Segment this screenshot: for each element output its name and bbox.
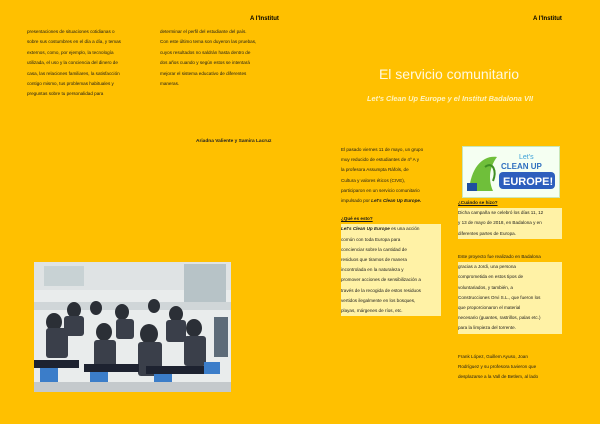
text-line: utilizada, el uso y la conciencia del dinero de <box>27 60 118 66</box>
text-line: y 13 de mayo de 2018, en Badalona y en <box>458 218 562 228</box>
text-line: incontrolada en la naturaleza y <box>341 265 441 275</box>
text-line: comprometida en estos tipos de <box>458 272 562 282</box>
article-title: El servicio comunitario <box>378 66 520 82</box>
text-line: Este proyecto fue realizado en Badalona <box>458 254 541 259</box>
text-line: común con toda Europa para <box>341 235 441 245</box>
text-line: mejorar el sistema educativo de diferentes <box>160 70 247 76</box>
page-header: A l'Institut <box>533 16 562 22</box>
text-line: desplazarse a la Vall de Betlem, al lado <box>458 374 539 380</box>
text-line: través de la recogida de estos residuos <box>341 286 441 296</box>
text-line: concienciar sobre la cantidad de <box>341 245 441 255</box>
column-1 <box>341 145 441 316</box>
text-line: cuyos resultados no saldrán hasta dentro de <box>160 49 251 55</box>
logo-lets: Let's <box>519 154 534 161</box>
text-line: residuos que tiramos de manera <box>341 255 441 265</box>
text-line: Con este último tema son duyeron las pruebas, <box>160 39 257 45</box>
text-line: la profesora Assumpta Ràfols, de <box>341 167 409 173</box>
text-line: diferentes partes de Europa. <box>458 229 562 239</box>
text-line: sobre sus costumbres en el día a día, y temas <box>27 39 121 45</box>
text-line: dos años cuando y según estos se intentará <box>160 60 250 66</box>
article-subtitle: Let's Clean Up Europe y el Institut Badalona VII <box>366 94 534 103</box>
text-line: voluntariados, y también, a <box>458 283 562 293</box>
text-line: promover acciones de sensibilización a <box>341 275 441 285</box>
text-line <box>341 196 441 206</box>
text-line: playas, márgenes de ríos, etc. <box>341 306 441 316</box>
text-line <box>341 224 441 234</box>
right-page <box>300 0 600 424</box>
text-line: vertidos ilegalmente en los bosques, <box>341 296 441 306</box>
text-line: preguntas sobre tu personalidad para <box>27 91 104 97</box>
campaign-name: Let's Clean Up Europe. <box>371 198 422 204</box>
paragraph-right <box>160 27 274 89</box>
text-line: El pasado viernes 11 de mayo, un grupo <box>341 147 424 152</box>
campaign-name: Let's Clean Up Europe <box>341 226 390 232</box>
text-fragment: impulsado por <box>341 198 372 204</box>
page-header: A l'Institut <box>250 16 279 22</box>
column-2-people <box>458 352 562 383</box>
text-line: determinar el perfil del estudiante del país. <box>160 29 247 34</box>
text-line: Frank López, Guillem Ayuso, Joan <box>458 354 528 359</box>
text-line: contigo mismo, tus problemas habituales y <box>27 81 114 87</box>
article-author: Ariadna Valiente y Samira Lacruz <box>196 139 272 144</box>
logo-europe: EUROPE! <box>503 176 554 188</box>
classroom-photo <box>34 262 231 392</box>
text-line: participaron en un servicio comunitario <box>341 187 420 193</box>
text-line: que proporcionaron el material <box>458 303 562 313</box>
text-line: Construcciones Orvi S.L., que fueron los <box>458 293 562 303</box>
text-line: gracias a Jordi, una persona <box>458 262 562 272</box>
text-line: muy reducido de estudiantes de 4º A y <box>341 157 420 163</box>
text-line: casa, las relaciones familiares, la satisfacción <box>27 70 120 76</box>
text-line: externos, como, por ejemplo, la tecnología <box>27 49 114 55</box>
text-fragment: es una acción <box>389 226 420 232</box>
lets-clean-up-europe-logo <box>462 146 560 198</box>
column-2-when <box>458 198 562 239</box>
question-when: ¿Cuándo se hizo? <box>458 200 498 205</box>
text-line: Rodríguez y su profesora tuvieron que <box>458 364 537 370</box>
paragraph-left <box>27 27 142 100</box>
text-line: para la limpieza del torrente. <box>458 323 562 333</box>
text-line: Dicha campaña se celebró los días 11, 12 <box>458 208 562 218</box>
text-line: maneras. <box>160 81 180 87</box>
text-line: presentaciones de situaciones cotidianas o <box>27 29 115 34</box>
text-line: necesario (guantes, rastrillos, palas etc.) <box>458 313 562 323</box>
text-line: Cultura y valores éticos (CIVE), <box>341 177 406 183</box>
question-what: ¿Qué es esto? <box>341 216 373 222</box>
column-2-where <box>458 252 562 334</box>
logo-clean-up: CLEAN UP <box>501 162 542 171</box>
